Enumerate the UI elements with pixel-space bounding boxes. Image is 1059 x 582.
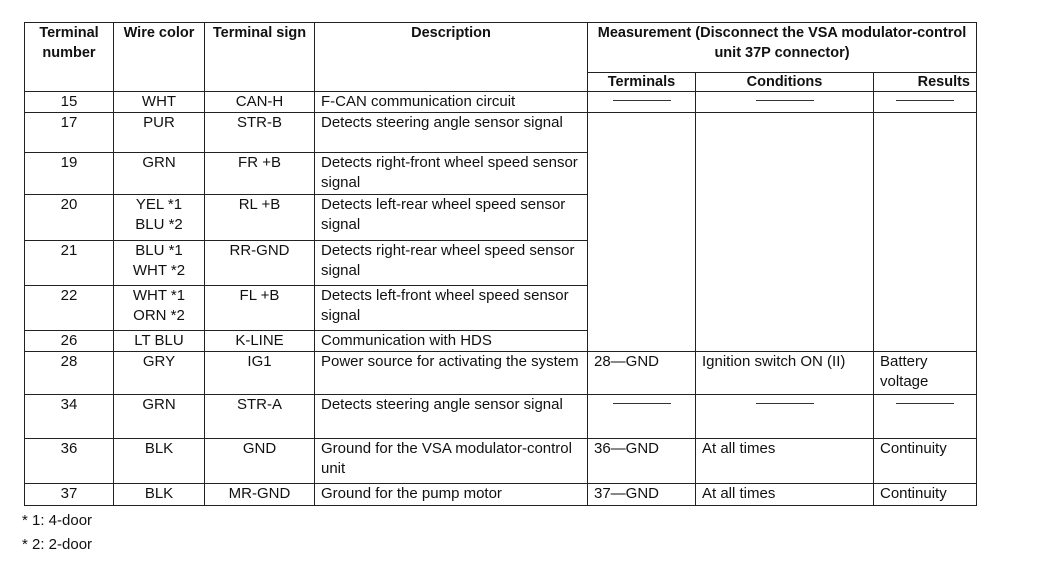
terminal-number	[25, 484, 114, 506]
terminal-number-text: 17	[60, 114, 78, 131]
wire-color	[114, 352, 205, 395]
terminal-number-text: 28	[60, 353, 78, 370]
wire-color-text: LT BLU	[134, 332, 184, 349]
dash-line	[613, 403, 671, 404]
conditions	[696, 92, 874, 113]
terminal-sign-text: RR-GND	[229, 242, 290, 259]
header-description: Description	[315, 23, 588, 92]
terminal-number-text: 36	[60, 440, 78, 457]
measurement-blank	[588, 113, 696, 352]
terminal-number-text: 19	[60, 154, 78, 171]
terminal-sign	[205, 153, 315, 195]
description	[315, 331, 588, 352]
terminal-sign-text: FR +B	[238, 154, 281, 171]
wire-color-text: BLK	[144, 485, 174, 502]
terminal-sign-text: FL +B	[239, 287, 280, 304]
conditions	[696, 352, 874, 395]
terminal-number	[25, 395, 114, 439]
wire-color	[114, 195, 205, 241]
description	[315, 484, 588, 506]
terminal-number	[25, 352, 114, 395]
table-row	[25, 395, 977, 439]
conditions-text: At all times	[702, 440, 776, 457]
description	[315, 286, 588, 331]
description-text: Detects left-rear wheel speed sensor signal	[321, 196, 566, 233]
description	[315, 241, 588, 286]
wire-color	[114, 331, 205, 352]
dash-line	[896, 403, 954, 404]
table-row	[25, 352, 977, 395]
terminal-number	[25, 439, 114, 484]
terminal-sign-text: CAN-H	[235, 93, 284, 110]
description	[315, 395, 588, 439]
wire-color-text: WHT *1	[132, 287, 186, 304]
terminal-sign	[205, 484, 315, 506]
description	[315, 439, 588, 484]
description	[315, 153, 588, 195]
wire-color-text: WHT	[141, 93, 177, 110]
header-terminal-sign: Terminal sign	[205, 23, 315, 92]
wire-color-text: GRY	[142, 353, 176, 370]
wire-color-text: YEL *1	[135, 196, 183, 213]
dash-line	[613, 100, 671, 101]
table-row	[25, 439, 977, 484]
terminal-sign	[205, 331, 315, 352]
terminal-table	[24, 22, 977, 506]
terminal-sign-text: K-LINE	[235, 332, 284, 349]
footnote-1: * 1: 4-door	[22, 512, 93, 529]
results	[874, 352, 977, 395]
terminal-number-text: 20	[60, 196, 78, 213]
results-text: Continuity	[880, 485, 947, 502]
header-conditions: Conditions	[696, 73, 874, 92]
terminal-sign	[205, 352, 315, 395]
terminals	[588, 439, 696, 484]
header-terminals: Terminals	[588, 73, 696, 92]
table-row	[25, 92, 977, 113]
terminal-sign	[205, 113, 315, 153]
header-terminal-number: Terminal number	[25, 23, 114, 92]
description-text: Power source for activating the system	[321, 353, 579, 370]
description-text: Communication with HDS	[321, 332, 492, 349]
description-text: Detects right-rear wheel speed sensor signal	[321, 242, 575, 279]
wire-color-text: BLU *1	[135, 242, 183, 259]
terminal-number-text: 34	[60, 396, 78, 413]
results	[874, 395, 977, 439]
measurement-blank	[696, 113, 874, 352]
description	[315, 113, 588, 153]
wire-color-alt: BLU *2	[135, 216, 183, 233]
terminals	[588, 92, 696, 113]
header-wire-color: Wire color	[114, 23, 205, 92]
terminal-number	[25, 153, 114, 195]
terminal-sign-text: GND	[242, 440, 277, 457]
wire-color	[114, 153, 205, 195]
conditions	[696, 395, 874, 439]
wire-color	[114, 439, 205, 484]
results-text: Continuity	[880, 440, 947, 457]
description-text: F-CAN communication circuit	[321, 93, 516, 110]
terminals	[588, 484, 696, 506]
terminals	[588, 352, 696, 395]
table-row	[25, 484, 977, 506]
terminal-number-text: 15	[60, 93, 78, 110]
header-measurement: Measurement (Disconnect the VSA modulator-control unit 37P connector)	[588, 23, 977, 73]
terminal-sign	[205, 241, 315, 286]
terminal-sign	[205, 195, 315, 241]
terminal-number-text: 21	[60, 242, 78, 259]
results-text: Battery voltage	[880, 353, 929, 390]
terminal-sign	[205, 92, 315, 113]
terminal-sign	[205, 439, 315, 484]
table-row	[25, 113, 977, 153]
terminal-sign	[205, 395, 315, 439]
wire-color	[114, 395, 205, 439]
dash-line	[896, 100, 954, 101]
terminal-sign-text: STR-A	[237, 396, 282, 413]
wire-color-alt: ORN *2	[133, 307, 185, 324]
terminal-number	[25, 241, 114, 286]
terminals-text: 37—GND	[594, 485, 660, 502]
description-text: Detects steering angle sensor signal	[321, 114, 563, 131]
wire-color-text: GRN	[142, 154, 176, 171]
conditions-text: Ignition switch ON (II)	[702, 353, 846, 370]
conditions	[696, 484, 874, 506]
terminal-sign-text: RL +B	[238, 196, 281, 213]
terminal-number	[25, 113, 114, 153]
results	[874, 484, 977, 506]
description-text: Detects steering angle sensor signal	[321, 396, 563, 413]
wire-color-text: BLK	[144, 440, 174, 457]
results	[874, 92, 977, 113]
description-text: Detects left-front wheel speed sensor signal	[321, 287, 569, 324]
wire-color-text: GRN	[142, 396, 176, 413]
terminal-sign-text: STR-B	[237, 114, 282, 131]
terminal-sign	[205, 286, 315, 331]
measurement-blank	[874, 113, 977, 352]
wire-color	[114, 286, 205, 331]
wire-color	[114, 484, 205, 506]
wire-color	[114, 113, 205, 153]
conditions	[696, 439, 874, 484]
results	[874, 439, 977, 484]
description	[315, 195, 588, 241]
terminal-number	[25, 92, 114, 113]
terminals-text: 36—GND	[594, 440, 660, 457]
description	[315, 92, 588, 113]
header-results: Results	[874, 73, 977, 92]
footnote-2: * 2: 2-door	[22, 536, 93, 553]
wire-color-alt: WHT *2	[132, 262, 186, 279]
terminal-number-text: 22	[60, 287, 78, 304]
description	[315, 352, 588, 395]
terminal-number	[25, 195, 114, 241]
dash-line	[756, 100, 814, 101]
terminals	[588, 395, 696, 439]
wire-color-text: PUR	[143, 114, 175, 131]
description-text: Ground for the VSA modulator-control unit	[321, 440, 572, 477]
terminal-number-text: 37	[60, 485, 78, 502]
terminal-number-text: 26	[60, 332, 78, 349]
terminals-text: 28—GND	[594, 353, 660, 370]
description-text: Ground for the pump motor	[321, 485, 502, 502]
terminal-sign-text: MR-GND	[228, 485, 291, 502]
terminal-number	[25, 286, 114, 331]
dash-line	[756, 403, 814, 404]
terminal-sign-text: IG1	[247, 353, 272, 370]
terminal-number	[25, 331, 114, 352]
wire-color	[114, 92, 205, 113]
description-text: Detects right-front wheel speed sensor signal	[321, 154, 578, 191]
conditions-text: At all times	[702, 485, 776, 502]
wire-color	[114, 241, 205, 286]
